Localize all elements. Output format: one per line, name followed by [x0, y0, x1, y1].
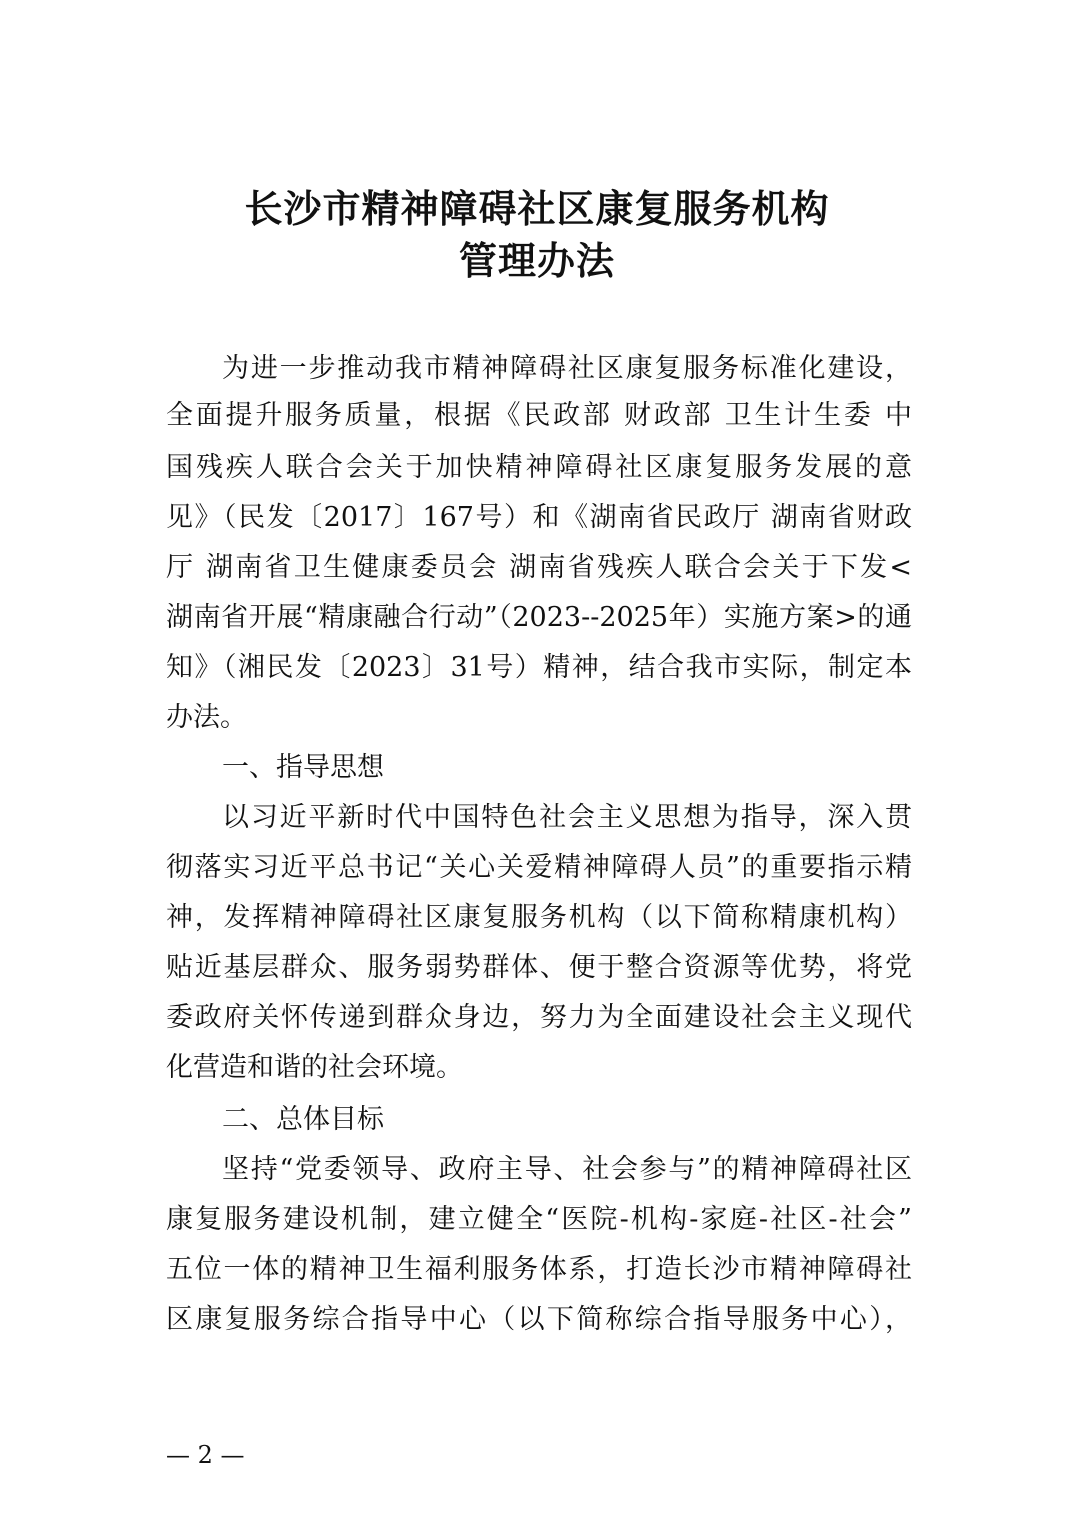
section-1-line: 彻落实习近平总书记“关心关爱精神障碍人员”的重要指示精	[166, 852, 912, 883]
intro-line: 见》（民发〔2017〕167号）和《湖南省民政厅 湖南省财政	[166, 502, 912, 533]
intro-line: 全面提升服务质量，根据《民政部 财政部 卫生计生委 中	[166, 400, 912, 431]
intro-line: 厅 湖南省卫生健康委员会 湖南省残疾人联合会关于下发<	[166, 552, 912, 583]
intro-line: 为进一步推动我市精神障碍社区康复服务标准化建设，	[222, 353, 912, 384]
section-1-line: 神，发挥精神障碍社区康复服务机构（以下简称精康机构）	[166, 902, 912, 933]
intro-line: 国残疾人联合会关于加快精神障碍社区康复服务发展的意	[166, 452, 912, 483]
section-1-line: 以习近平新时代中国特色社会主义思想为指导，深入贯	[222, 802, 912, 833]
intro-line: 湖南省开展“精康融合行动”（2023--2025年）实施方案>的通	[166, 602, 912, 633]
section-2-line: 区康复服务综合指导中心（以下简称综合指导服务中心），	[166, 1304, 912, 1335]
document-title-line-1: 长沙市精神障碍社区康复服务机构	[244, 187, 830, 231]
document-title-line-2: 管理办法	[458, 239, 615, 283]
section-1-line: 化营造和谐的社会环境。	[166, 1052, 463, 1083]
intro-line: 知》（湘民发〔2023〕31号）精神，结合我市实际，制定本	[166, 652, 912, 683]
section-1-line: 贴近基层群众、服务弱势群体、便于整合资源等优势，将党	[166, 952, 912, 983]
intro-line: 办法。	[166, 702, 247, 733]
section-heading-guiding-ideology: 一、指导思想	[222, 752, 384, 783]
section-2-line: 五位一体的精神卫生福利服务体系，打造长沙市精神障碍社	[166, 1254, 912, 1285]
section-heading-overall-goals: 二、总体目标	[222, 1104, 384, 1135]
section-1-line: 委政府关怀传递到群众身边，努力为全面建设社会主义现代	[166, 1002, 912, 1033]
page-number: — 2 —	[166, 1441, 245, 1469]
section-2-line: 坚持“党委领导、政府主导、社会参与”的精神障碍社区	[222, 1154, 912, 1185]
section-2-line: 康复服务建设机制，建立健全“医院-机构-家庭-社区-社会”	[166, 1204, 912, 1235]
